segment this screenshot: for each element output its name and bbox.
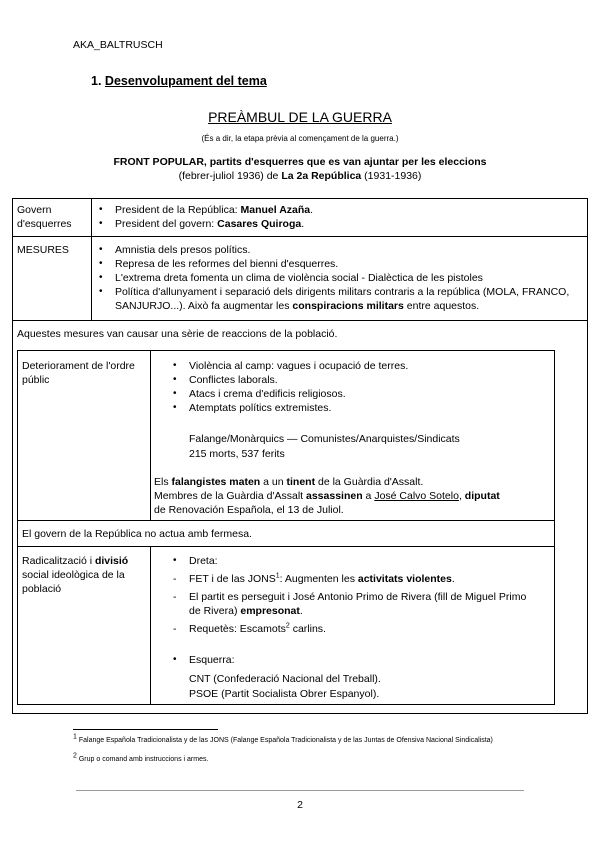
mesures-list (99, 243, 581, 313)
list-item: • Violència al camp: vagues i ocupació de terres. (173, 359, 543, 373)
list-item: • Dreta: (173, 554, 543, 568)
section-number: 1. (91, 74, 102, 88)
front-popular-line: FRONT POPULAR, partits d'esquerres que es van ajuntar per les eleccions (113, 156, 487, 168)
footer-rule (76, 790, 524, 791)
mesures-label: MESURES (17, 244, 69, 256)
list-item: • Atacs i crema d'edificis religiosos. (173, 387, 543, 401)
list-item: - FET i de las JONS$^1$: Augmenten les activitats violentes. (173, 572, 538, 586)
dreta-list (173, 572, 538, 636)
ordre-sides: Falange/Monàrquics — Comunistes/Anarquistes/Sindicats (189, 433, 460, 445)
ordre-list (173, 359, 543, 415)
reaccions-text: Aquestes mesures van causar una sèrie de reaccions de la població. (17, 328, 338, 340)
list-item: • L'extrema dreta fomenta un clima de violència social - Dialèctica de les pistoles (99, 271, 581, 285)
list-item: • President de la República: Manuel Azaña. (99, 203, 579, 217)
front-popular-dates: (febrer-juliol 1936) de La 2a República (1931-1936) (178, 170, 422, 182)
dreta-heading (173, 554, 543, 568)
list-item: • Esquerra: (173, 653, 543, 667)
footnote-2: $^2$ Grup o comand amb instruccions i armes. (73, 752, 209, 763)
esquerra-heading (173, 653, 543, 667)
list-item: • Represa de les reformes del bienni d'esquerres. (99, 257, 581, 271)
esquerra-cnt: CNT (Confederació Nacional del Treball). (189, 673, 381, 685)
document-header: AKA_BALTRUSCH (73, 39, 163, 51)
section-heading (91, 74, 267, 88)
list-item: • Atemptats polítics extremistes. (173, 401, 543, 415)
footnote-1: $^1$ Falange Española Tradicionalista y de las JONS (Falange Española Tradicionalista y de las Juntas de Ofensiva Nacional Sindicalista) (73, 733, 493, 744)
page-title: PREÀMBUL DE LA GUERRA (208, 109, 392, 125)
ordre-toll: 215 morts, 537 ferits (189, 448, 285, 460)
govern-label: Govern d'esquerres (17, 204, 72, 230)
calvo-sotelo-name: José Calvo Sotelo (374, 490, 459, 502)
govern-no-actua-text: El govern de la República no actua amb fermesa. (22, 528, 252, 540)
footnote-separator (73, 729, 218, 730)
list-item: - El partit es perseguit i José Antonio Primo de Rivera (fill de Miguel Primo de Rivera) empresonat. (173, 590, 538, 618)
page-subtitle: (És a dir, la etapa prèvia al començament de la guerra.) (201, 134, 399, 143)
section-title: Desenvolupament del tema (104, 74, 267, 88)
list-item: • Política d'allunyament i separació dels dirigents militars contraris a la república (MOLA, FRANCO, SANJURJO...). Això fa augmentar les conspiracions militars entre aquestos. (99, 285, 581, 313)
list-item: • President del govern: Casares Quiroga. (99, 217, 579, 231)
page-number: 2 (297, 799, 303, 811)
ordre-label: Deteriorament de l'ordre públic (22, 360, 135, 386)
list-item: • Amnistia dels presos polítics. (99, 243, 581, 257)
ordre-paragraph: Els falangistes maten a un tinent de la Guàrdia d'Assalt. Membres de la Guàrdia d'Assalt assassinen a José Calvo Sotelo, diputat de Renovación Española, el 13 de Juliol. (154, 476, 500, 516)
esquerra-psoe: PSOE (Partit Socialista Obrer Espanyol). (189, 688, 380, 700)
radical-label: Radicalització i divisió social ideològica de la població (22, 555, 129, 595)
list-item: - Requetès: Escamots$^2$ carlins. (173, 622, 538, 636)
govern-list (99, 203, 579, 231)
list-item: • Conflictes laborals. (173, 373, 543, 387)
